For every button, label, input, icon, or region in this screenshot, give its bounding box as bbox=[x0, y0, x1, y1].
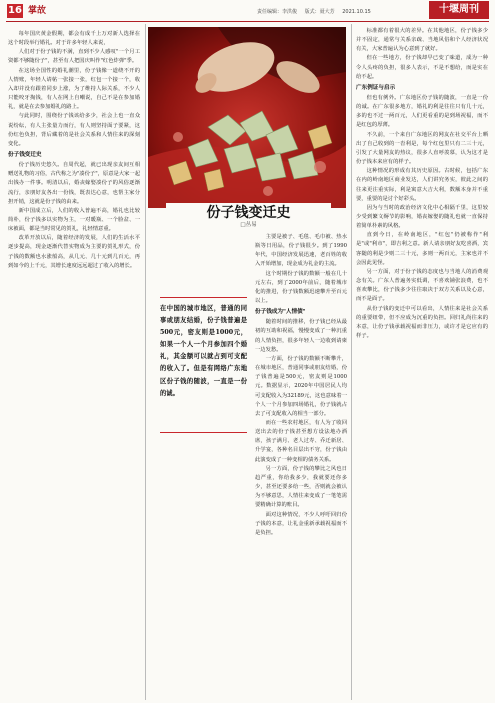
pull-quote-text: 在中国的城市地区，普通的同事或朋友结婚，份子钱普遍是500元，密友则是1000元，如果一个人一个月参加四个婚礼，其金额可以就占到可支配的收入了。但是有网络广东地区份子钱的随波，一直是一份的诚。 bbox=[160, 305, 247, 397]
paragraph: 改革开放以后，随着经济的发展，人们的生活水平逐步提高，现金逐渐代替实物成为主要的贺礼形式，份子钱的数额也水涨船高，从几元、几十元到几百元，再到如今的上千元，其增长速度远远超过了收入的增长。 bbox=[8, 235, 140, 269]
section-label: 掌故 bbox=[28, 6, 47, 16]
paragraph: 随着时间的推移，份子钱已经从最初的互助和祝福，慢慢变成了一种沉重的人情负担，很多年轻人一边收到请柬一边发愁。 bbox=[255, 319, 347, 353]
subheading: 份子钱变迁史 bbox=[8, 152, 42, 159]
page-number: 16 bbox=[8, 5, 22, 16]
paragraph: 新中国成立后，人们的收入普遍不高，婚礼也比较简朴，份子钱多以实物为主，一对暖瓶、一个脸盆、一床被面，都是当时常见的贺礼，礼轻情意重。 bbox=[8, 207, 140, 233]
column-3 bbox=[356, 27, 488, 700]
paragraph: 主要是被子、毛毯、毛巾被、热水瓶等日用品，份子钱很少。到了1990年代，中国经济发展迅速，老百姓的收入开始增加，现金成为礼金的主流。 bbox=[255, 234, 347, 268]
paragraph: 从份子钱的变迁中可以看出，人情往来是社会关系的重要纽带，但不应成为沉重的负担。回归礼尚往来的本意，让份子钱承载祝福而非压力，或许才是它应有的样子。 bbox=[356, 305, 488, 339]
paragraph: 与此同时，围绕份子钱该给多少，社会上也一直众说纷纭，有人主张量力而行，有人则坚持面子要紧，这份红色负担，背后藏着的是社会关系和人情往来的深刻变化。 bbox=[8, 113, 140, 147]
paragraph: 份子钱历史悠久。自周代起，就已出现亲友间互相赠送礼物的习俗，古代称之为"凑份子"，原意是大家一起出钱办一件事。明清以后，婚丧嫁娶凑份子的风俗逐渐流行，亲朋好友各出一份钱，既表达心意，也帮主家分担开销，这就是份子钱的由来。 bbox=[8, 162, 140, 205]
subheading: 广东例证与启示 bbox=[356, 84, 396, 91]
editor-credit: 责任编辑：李洪俊 bbox=[257, 9, 298, 15]
money-folding-photo bbox=[148, 27, 346, 208]
paragraph: 面对这种情况，不少人呼吁回归份子钱的本意，让礼金重新承载祝福而不是负担。 bbox=[255, 511, 347, 536]
column-divider bbox=[145, 24, 146, 700]
paragraph: 不久前，一个来自广东地区的网友在社交平台上晒出了自己收到的一沓利是，每个红包里只有二三十元，引发了大量网友的热议，很多人直呼羡慕，认为这才是份子钱本来应有的样子。 bbox=[356, 131, 488, 166]
newspaper-logo: 十堰周刊 bbox=[429, 1, 489, 19]
header-rule bbox=[6, 21, 489, 22]
page-header bbox=[0, 0, 495, 22]
credits bbox=[257, 8, 377, 15]
article-title: 份子钱变迁史 bbox=[206, 205, 291, 221]
article-author: □丛易 bbox=[240, 222, 257, 228]
paragraph: 另一方面，对于份子钱的态度也与当地人的消费观念有关。广东人普遍务实低调，不喜欢铺张浪费，也不喜欢攀比，份子钱多少往往取决于双方关系以及心意，而不是面子。 bbox=[356, 268, 488, 303]
paragraph: 因为与当时的政治经济文化中心相隔千里，这里较少受到繁文缛节的影响，婚丧嫁娶的随礼也就一直保持着简单朴素的风格。 bbox=[356, 204, 488, 230]
subheading: 份子钱成为"人情债" bbox=[255, 309, 306, 316]
pull-quote bbox=[160, 297, 247, 433]
paragraph: 每年国庆黄金假期，都会有成千上万对新人选择在这个时段举行婚礼。对于许多年轻人来说， bbox=[8, 31, 140, 47]
paragraph: 一方面，份子钱的数额不断攀升，在城市地区，普通同事或朋友结婚，份子钱普遍是500元，密友则是1000元。数据显示，2020年中国居民人均可支配收入为32189元，这也意味着一个人一个月参加四场婚礼，份子钱就占去了可支配收入的相当一部分。 bbox=[255, 355, 347, 417]
designer-credit: 版式：聂大芳 bbox=[304, 9, 335, 15]
column-divider bbox=[351, 24, 352, 700]
paragraph: 人们对于份子钱的不满，直到不少人感叹"一个月工资都不够随份子"，甚至有人把国庆叫作"红色炸弹"季。 bbox=[8, 49, 140, 65]
paragraph: 但在一些地方，份子钱却早已变了味道，成为一种令人头疼的负担，很多人表示，不是不想给，而是实在给不起。 bbox=[356, 55, 488, 80]
paragraph: 这种情况的形成有其历史原因。古时候，包括广东在内的岭南地区商业发达，人们讲究务实，彼此之间的往来更注重实际，利是寓意大吉大利，数额本身并不重要，重要的是讨个好彩头。 bbox=[356, 168, 488, 202]
column-2 bbox=[255, 233, 347, 700]
paragraph: 但也有例外。广东地区份子钱的随波，一直是一份的诚。在广东很多地方，婚礼的利是往往只有几十元，多的也不过一两百元，人们更看重的是到场祝福，而不是红包的厚薄。 bbox=[356, 94, 488, 129]
paragraph: 这个时期份子钱的数额一般在几十元左右，到了2000年前后，随着城市化的推进，份子钱数额迅速攀升至百元以上。 bbox=[255, 270, 347, 305]
paragraph: 另一方面，份子钱的攀比之风也日趋严重，你给我多少，我就要还你多少，甚至还要多给一些，否则就会被认为不够意思，人情往来变成了一笔笔需要精确计算的账目。 bbox=[255, 465, 347, 509]
column-1 bbox=[8, 30, 140, 700]
paragraph: 而在一些农村地区，有人为了收回送出去的份子钱甚至想方设法地办酒席，孩子满月、老人过寿、乔迁新居、升学宴，各种名目层出不穷，份子钱由此演变成了一种变相的债务关系。 bbox=[255, 419, 347, 463]
paragraph: 在这场全国性的婚礼潮里，份子钱像一道绕不开的人情账，年轻人请帖一张接一张，红包一个接一个，收入却并没有跟着同步上涨，为了维持人际关系，不少人只能咬牙掏钱，有人在网上自嘲说，自己不是在参加婚礼，就是在去参加婚礼的路上。 bbox=[8, 67, 140, 111]
article-photo bbox=[148, 27, 346, 208]
headline-block bbox=[166, 203, 331, 229]
issue-date: 2021.10.15 bbox=[342, 9, 371, 15]
paragraph: 直到今日，在岭南地区，"红包"仍被称作"利是"或"利市"，即吉利之意。新人请亲朋好友吃喜酒，宾客随的利是少则二三十元，多则一两百元，主家也并不会因此见怪。 bbox=[356, 232, 488, 266]
paragraph: 标准都有着很大的差异。在其他地区，份子钱多少并不固定，通常与关系亲疏、当地风俗和个人经济状况有关，大家普遍认为心意到了就好。 bbox=[356, 28, 488, 53]
